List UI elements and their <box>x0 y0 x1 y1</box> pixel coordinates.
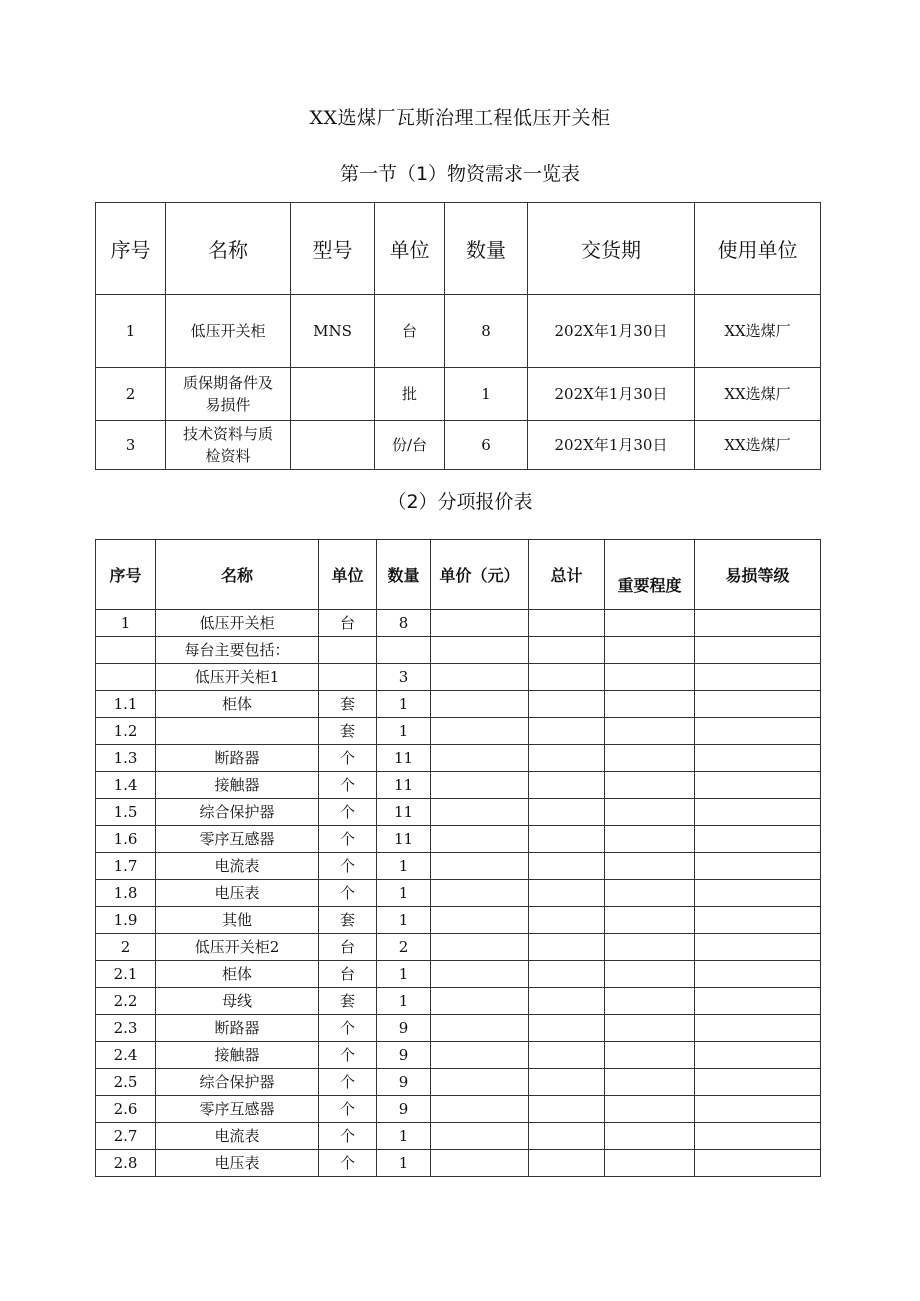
row-unit-price <box>431 745 529 772</box>
row-wear-level <box>695 664 821 691</box>
row-qty: 1 <box>377 853 431 880</box>
row-no: 2 <box>96 934 156 961</box>
row-unit-price <box>431 772 529 799</box>
row-qty: 8 <box>445 295 528 368</box>
table-row <box>96 1042 821 1069</box>
table1-header-user: 使用单位 <box>695 203 821 295</box>
row-unit-price <box>431 988 529 1015</box>
row-unit: 个 <box>319 1015 377 1042</box>
row-model: MNS <box>291 295 375 368</box>
row-importance <box>605 1096 695 1123</box>
row-name <box>156 718 319 745</box>
table-row <box>96 853 821 880</box>
table-row <box>96 295 821 368</box>
row-qty: 11 <box>377 826 431 853</box>
table1-header-qty: 数量 <box>445 203 528 295</box>
row-wear-level <box>695 772 821 799</box>
row-importance <box>605 988 695 1015</box>
row-unit: 个 <box>319 1042 377 1069</box>
row-no: 1.9 <box>96 907 156 934</box>
table-row <box>96 1123 821 1150</box>
table2-header-unit: 单位 <box>319 540 377 610</box>
row-wear-level <box>695 1042 821 1069</box>
row-total <box>529 799 605 826</box>
row-qty: 9 <box>377 1096 431 1123</box>
row-name: 柜体 <box>156 961 319 988</box>
row-unit-price <box>431 934 529 961</box>
row-total <box>529 1096 605 1123</box>
row-total <box>529 826 605 853</box>
row-user: XX选煤厂 <box>695 295 821 368</box>
row-unit-price <box>431 610 529 637</box>
row-unit-price <box>431 880 529 907</box>
table-row <box>96 799 821 826</box>
row-model <box>291 368 375 421</box>
row-unit: 个 <box>319 853 377 880</box>
row-unit-price <box>431 826 529 853</box>
row-importance <box>605 1069 695 1096</box>
table1-header-no: 序号 <box>96 203 166 295</box>
row-name: 电压表 <box>156 1150 319 1177</box>
table1-header-unit: 单位 <box>375 203 445 295</box>
table2-header-row <box>96 540 821 610</box>
table1-header-model: 型号 <box>291 203 375 295</box>
row-unit: 台 <box>319 610 377 637</box>
row-delivery: 202X年1月30日 <box>528 421 695 470</box>
row-qty: 1 <box>377 988 431 1015</box>
row-total <box>529 880 605 907</box>
row-name: 柜体 <box>156 691 319 718</box>
row-unit-price <box>431 637 529 664</box>
row-total <box>529 718 605 745</box>
row-name: 电流表 <box>156 853 319 880</box>
row-name: 技术资料与质检资料 <box>166 421 291 470</box>
material-demand-table <box>95 202 821 470</box>
row-qty: 1 <box>445 368 528 421</box>
row-qty: 1 <box>377 907 431 934</box>
table-row <box>96 745 821 772</box>
row-importance <box>605 637 695 664</box>
row-wear-level <box>695 745 821 772</box>
row-total <box>529 1042 605 1069</box>
row-wear-level <box>695 826 821 853</box>
row-unit: 个 <box>319 799 377 826</box>
table2-header-qty: 数量 <box>377 540 431 610</box>
row-importance <box>605 1150 695 1177</box>
table2-header-total: 总计 <box>529 540 605 610</box>
quotation-table <box>95 539 821 1177</box>
table-row <box>96 368 821 421</box>
row-model <box>291 421 375 470</box>
row-unit-price <box>431 691 529 718</box>
row-name: 电压表 <box>156 880 319 907</box>
table-row <box>96 664 821 691</box>
row-unit-price <box>431 1150 529 1177</box>
table2-header-no: 序号 <box>96 540 156 610</box>
row-total <box>529 772 605 799</box>
row-unit <box>319 637 377 664</box>
table-row <box>96 772 821 799</box>
row-wear-level <box>695 1015 821 1042</box>
row-importance <box>605 853 695 880</box>
row-no: 3 <box>96 421 166 470</box>
row-qty: 9 <box>377 1042 431 1069</box>
row-no: 2.8 <box>96 1150 156 1177</box>
row-qty: 3 <box>377 664 431 691</box>
row-importance <box>605 961 695 988</box>
row-no: 2.6 <box>96 1096 156 1123</box>
row-qty: 2 <box>377 934 431 961</box>
row-qty: 8 <box>377 610 431 637</box>
row-importance <box>605 826 695 853</box>
row-unit: 批 <box>375 368 445 421</box>
row-unit-price <box>431 961 529 988</box>
row-unit: 份/台 <box>375 421 445 470</box>
row-no: 2.4 <box>96 1042 156 1069</box>
row-qty: 11 <box>377 799 431 826</box>
row-name: 电流表 <box>156 1123 319 1150</box>
row-name: 零序互感器 <box>156 826 319 853</box>
row-wear-level <box>695 637 821 664</box>
row-qty: 1 <box>377 880 431 907</box>
row-total <box>529 1015 605 1042</box>
row-unit: 个 <box>319 772 377 799</box>
section2-title: （2）分项报价表 <box>387 491 533 513</box>
row-name: 其他 <box>156 907 319 934</box>
row-qty: 1 <box>377 718 431 745</box>
row-unit <box>319 664 377 691</box>
row-no: 2.5 <box>96 1069 156 1096</box>
row-no <box>96 637 156 664</box>
row-no: 1 <box>96 295 166 368</box>
row-no: 2.3 <box>96 1015 156 1042</box>
row-qty <box>377 637 431 664</box>
row-importance <box>605 1042 695 1069</box>
table-row <box>96 1069 821 1096</box>
row-unit: 套 <box>319 988 377 1015</box>
row-name: 低压开关柜 <box>156 610 319 637</box>
table-row <box>96 826 821 853</box>
row-qty: 11 <box>377 772 431 799</box>
row-unit: 套 <box>319 907 377 934</box>
row-no: 2.1 <box>96 961 156 988</box>
row-no: 1.7 <box>96 853 156 880</box>
row-delivery: 202X年1月30日 <box>528 295 695 368</box>
row-no <box>96 664 156 691</box>
row-total <box>529 745 605 772</box>
row-no: 2.2 <box>96 988 156 1015</box>
row-name: 综合保护器 <box>156 1069 319 1096</box>
row-name: 断路器 <box>156 1015 319 1042</box>
document-title: XX选煤厂瓦斯治理工程低压开关柜 <box>309 107 611 129</box>
row-unit: 个 <box>319 826 377 853</box>
row-name: 断路器 <box>156 745 319 772</box>
row-total <box>529 610 605 637</box>
row-unit-price <box>431 1096 529 1123</box>
row-qty: 1 <box>377 1150 431 1177</box>
row-user: XX选煤厂 <box>695 421 821 470</box>
row-unit-price <box>431 1123 529 1150</box>
row-unit-price <box>431 853 529 880</box>
table-row <box>96 1096 821 1123</box>
row-unit: 个 <box>319 1123 377 1150</box>
row-qty: 1 <box>377 961 431 988</box>
row-total <box>529 1123 605 1150</box>
row-unit: 个 <box>319 880 377 907</box>
table-row <box>96 1150 821 1177</box>
row-name: 接触器 <box>156 1042 319 1069</box>
row-wear-level <box>695 934 821 961</box>
table2-header-name: 名称 <box>156 540 319 610</box>
row-qty: 9 <box>377 1069 431 1096</box>
row-total <box>529 1150 605 1177</box>
row-qty: 1 <box>377 1123 431 1150</box>
table-row <box>96 421 821 470</box>
row-no: 1.8 <box>96 880 156 907</box>
row-wear-level <box>695 961 821 988</box>
row-no: 2.7 <box>96 1123 156 1150</box>
row-unit: 个 <box>319 1150 377 1177</box>
row-importance <box>605 880 695 907</box>
row-importance <box>605 1015 695 1042</box>
row-name: 低压开关柜2 <box>156 934 319 961</box>
row-no: 1.5 <box>96 799 156 826</box>
table1-header-name: 名称 <box>166 203 291 295</box>
row-total <box>529 853 605 880</box>
table-row <box>96 1015 821 1042</box>
row-wear-level <box>695 907 821 934</box>
row-unit: 台 <box>375 295 445 368</box>
row-unit: 个 <box>319 1096 377 1123</box>
row-unit-price <box>431 799 529 826</box>
row-total <box>529 637 605 664</box>
row-name: 低压开关柜 <box>166 295 291 368</box>
row-total <box>529 907 605 934</box>
row-wear-level <box>695 1096 821 1123</box>
row-no: 1.2 <box>96 718 156 745</box>
table1-header-row <box>96 203 821 295</box>
table-row <box>96 961 821 988</box>
row-importance <box>605 907 695 934</box>
row-delivery: 202X年1月30日 <box>528 368 695 421</box>
row-name: 接触器 <box>156 772 319 799</box>
row-qty: 11 <box>377 745 431 772</box>
table-row <box>96 988 821 1015</box>
row-wear-level <box>695 1150 821 1177</box>
row-importance <box>605 718 695 745</box>
row-wear-level <box>695 853 821 880</box>
row-wear-level <box>695 1069 821 1096</box>
row-importance <box>605 745 695 772</box>
row-name: 每台主要包括： <box>156 637 319 664</box>
table-row <box>96 934 821 961</box>
row-importance <box>605 610 695 637</box>
row-qty: 1 <box>377 691 431 718</box>
row-total <box>529 691 605 718</box>
row-unit: 套 <box>319 718 377 745</box>
table2-header-wear-level: 易损等级 <box>695 540 821 610</box>
row-no: 2 <box>96 368 166 421</box>
row-wear-level <box>695 799 821 826</box>
row-unit-price <box>431 1015 529 1042</box>
row-unit-price <box>431 907 529 934</box>
table2-header-unit-price: 单价（元） <box>431 540 529 610</box>
row-unit: 个 <box>319 745 377 772</box>
row-unit: 台 <box>319 961 377 988</box>
row-wear-level <box>695 691 821 718</box>
row-qty: 6 <box>445 421 528 470</box>
row-unit-price <box>431 718 529 745</box>
row-unit-price <box>431 664 529 691</box>
row-no: 1.6 <box>96 826 156 853</box>
row-unit-price <box>431 1069 529 1096</box>
row-importance <box>605 1123 695 1150</box>
row-wear-level <box>695 988 821 1015</box>
row-total <box>529 988 605 1015</box>
row-unit: 台 <box>319 934 377 961</box>
row-importance <box>605 691 695 718</box>
row-importance <box>605 799 695 826</box>
row-name: 母线 <box>156 988 319 1015</box>
row-name: 质保期备件及易损件 <box>166 368 291 421</box>
row-wear-level <box>695 610 821 637</box>
row-wear-level <box>695 1123 821 1150</box>
table-row <box>96 691 821 718</box>
row-no: 1 <box>96 610 156 637</box>
row-unit: 套 <box>319 691 377 718</box>
row-no: 1.3 <box>96 745 156 772</box>
row-user: XX选煤厂 <box>695 368 821 421</box>
row-importance <box>605 772 695 799</box>
section1-title: 第一节（1）物资需求一览表 <box>339 163 581 185</box>
table-row <box>96 907 821 934</box>
row-unit: 个 <box>319 1069 377 1096</box>
row-no: 1.1 <box>96 691 156 718</box>
row-name: 低压开关柜1 <box>156 664 319 691</box>
row-name: 零序互感器 <box>156 1096 319 1123</box>
row-total <box>529 961 605 988</box>
row-wear-level <box>695 718 821 745</box>
row-importance <box>605 664 695 691</box>
table-row <box>96 880 821 907</box>
table-row <box>96 610 821 637</box>
row-name: 综合保护器 <box>156 799 319 826</box>
table1-header-delivery: 交货期 <box>528 203 695 295</box>
row-wear-level <box>695 880 821 907</box>
row-importance <box>605 934 695 961</box>
table-row <box>96 637 821 664</box>
table2-header-importance: 重要程度 <box>605 540 695 610</box>
row-qty: 9 <box>377 1015 431 1042</box>
row-total <box>529 664 605 691</box>
row-total <box>529 1069 605 1096</box>
row-no: 1.4 <box>96 772 156 799</box>
row-unit-price <box>431 1042 529 1069</box>
row-total <box>529 934 605 961</box>
table-row <box>96 718 821 745</box>
